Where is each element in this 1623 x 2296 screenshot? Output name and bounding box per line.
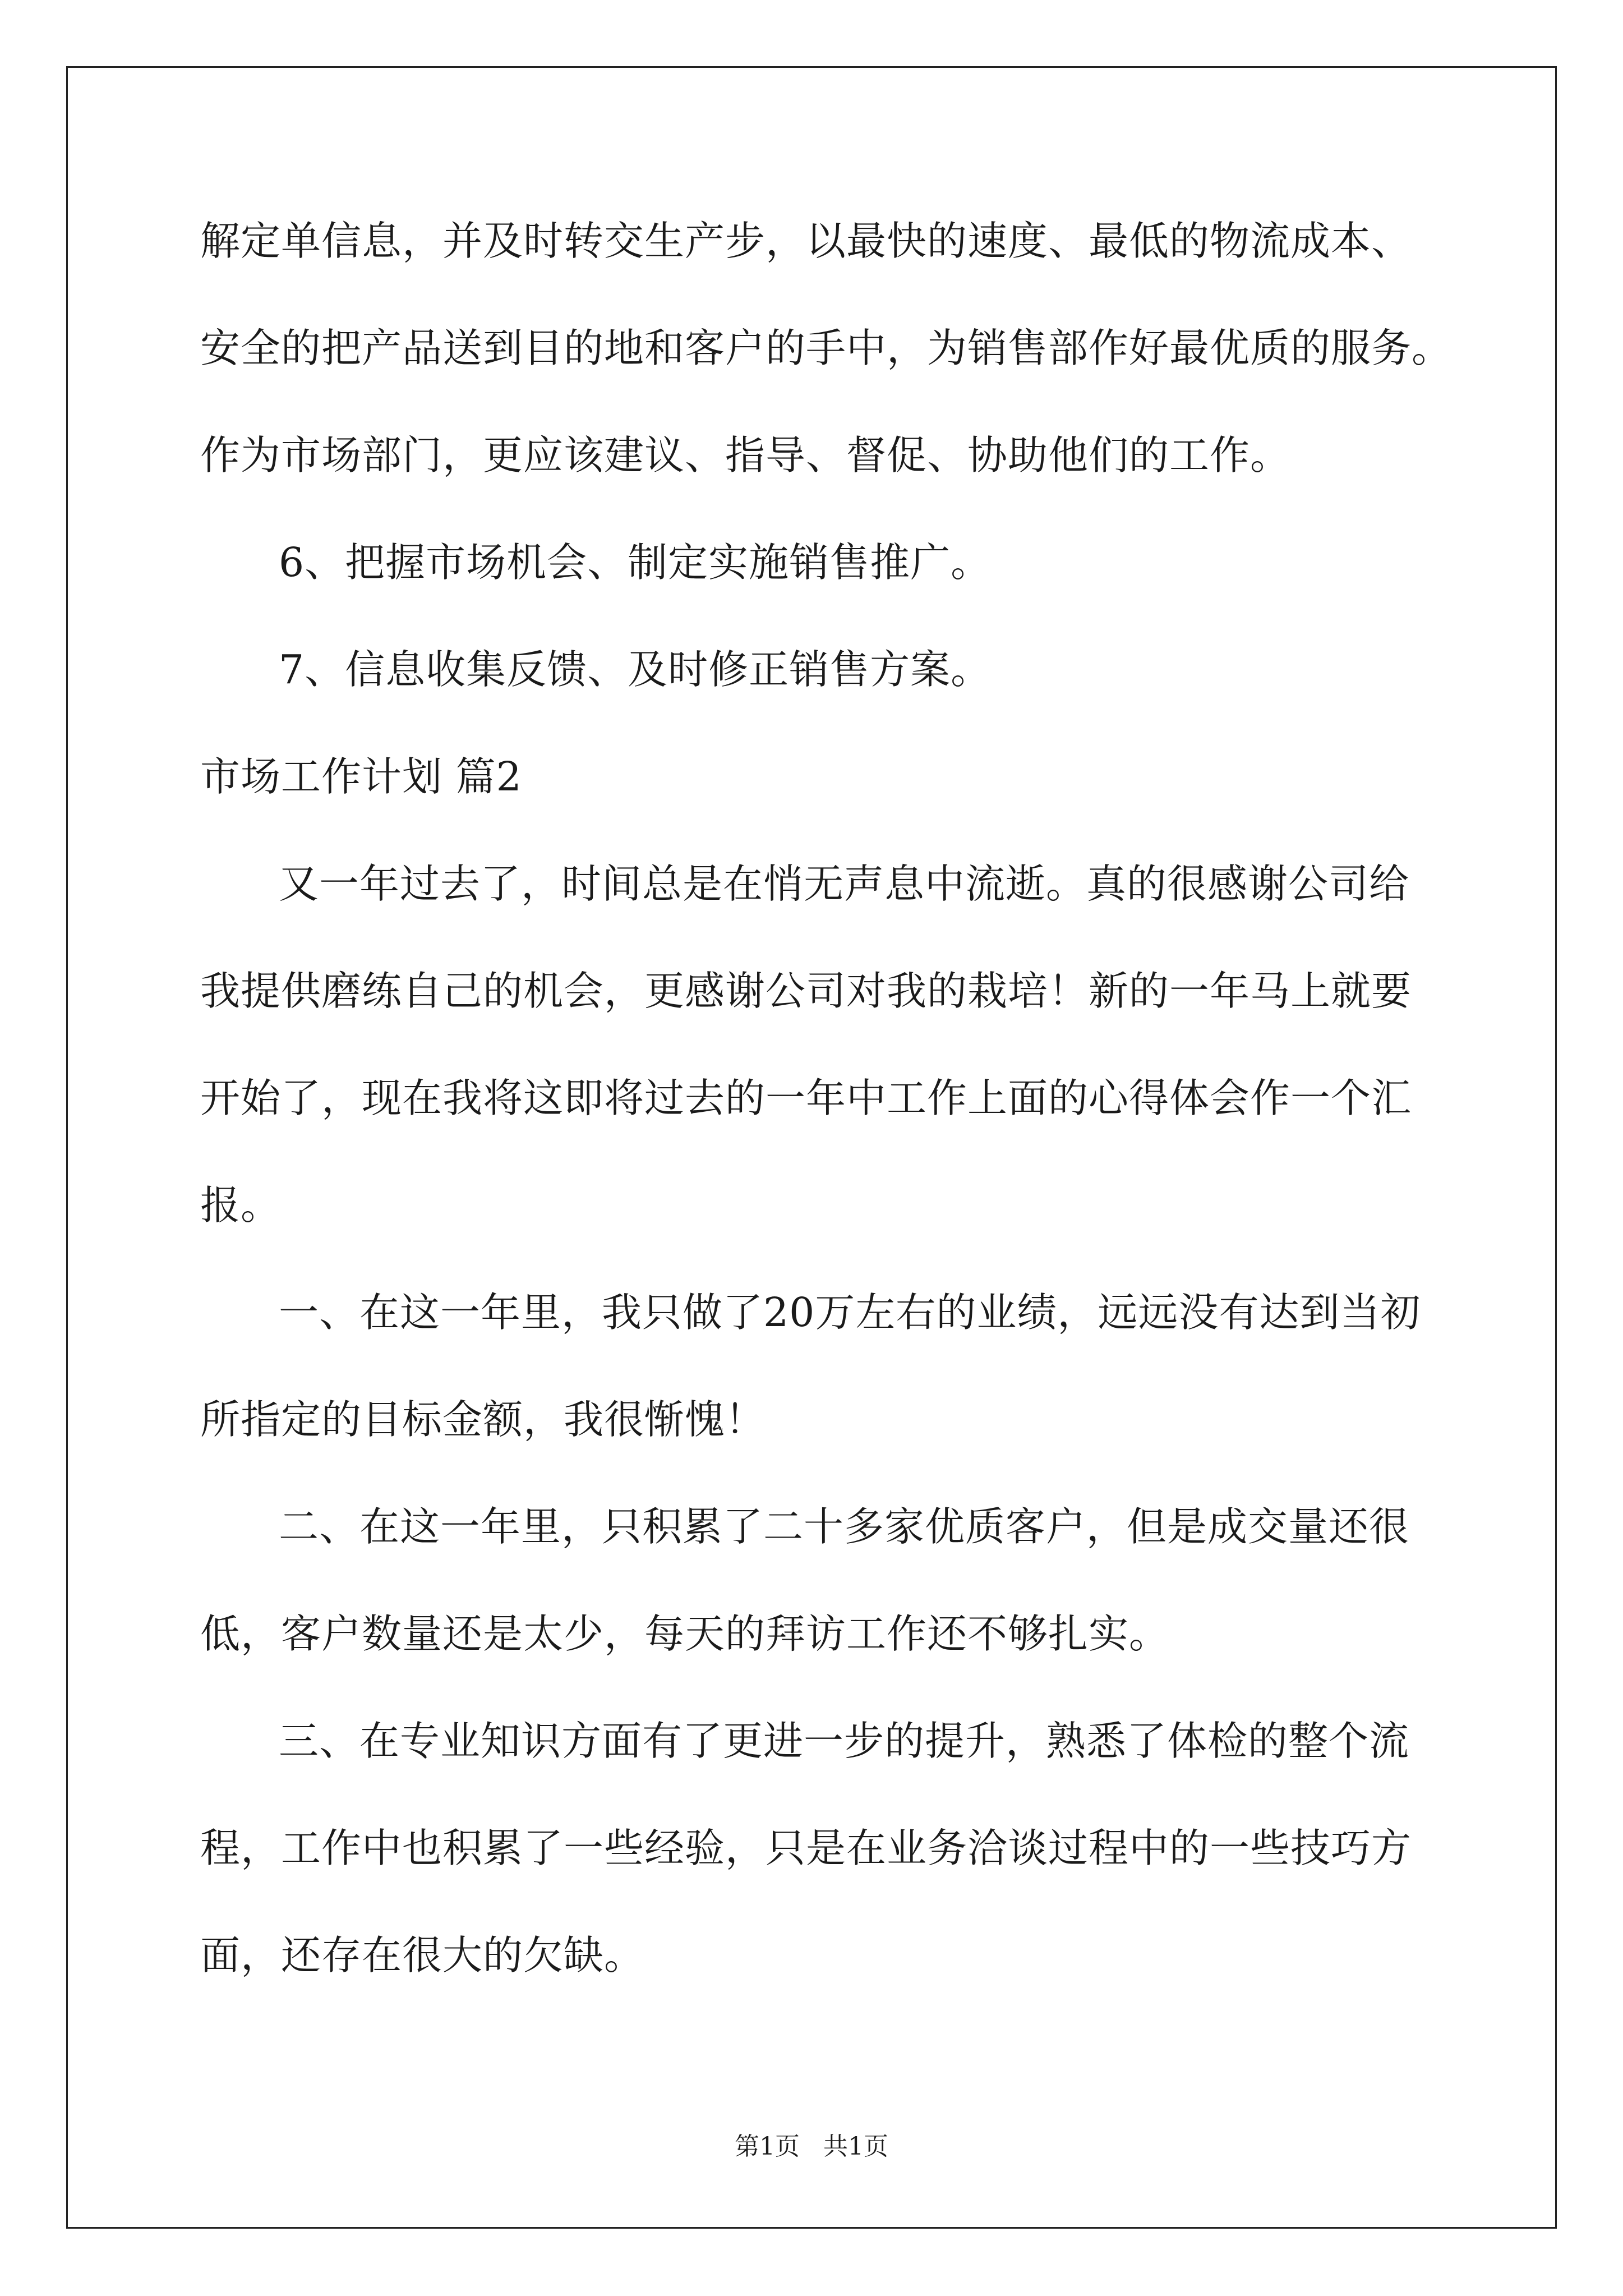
paragraph-line: 低，客户数量还是太少，每天的拜访工作还不够扎实。 [200, 1611, 1170, 1657]
paragraph-line: 开始了，现在我将这即将过去的一年中工作上面的心得体会作一个汇 [200, 1075, 1412, 1121]
paragraph-line: 解定单信息，并及时转交生产步，以最快的速度、最低的物流成本、 [200, 218, 1412, 264]
paragraph-line: 作为市场部门，更应该建议、指导、督促、协助他们的工作。 [200, 432, 1291, 478]
section-heading: 市场工作计划 篇2 [200, 753, 522, 800]
paragraph-line: 程，工作中也积累了一些经验，只是在业务洽谈过程中的一些技巧方 [200, 1825, 1412, 1871]
paragraph-line: 所指定的目标金额，我很惭愧！ [200, 1396, 766, 1443]
paragraph-line: 三、在专业知识方面有了更进一步的提升，熟悉了体检的整个流 [279, 1718, 1410, 1764]
page-footer: 第1页 共1页 [735, 2132, 888, 2161]
list-item: 6、把握市场机会、制定实施销售推广。 [279, 539, 992, 586]
page-border [66, 66, 1557, 2229]
paragraph-line: 我提供磨练自己的机会，更感谢公司对我的栽培！新的一年马上就要 [200, 968, 1412, 1014]
list-item: 7、信息收集反馈、及时修正销售方案。 [279, 646, 992, 693]
paragraph-line: 面，还存在很大的欠缺。 [200, 1932, 645, 1978]
paragraph-line: 二、在这一年里，只积累了二十多家优质客户，但是成交量还很 [279, 1503, 1410, 1550]
paragraph-line: 一、在这一年里，我只做了20万左右的业绩，远远没有达到当初 [279, 1289, 1421, 1336]
paragraph-line: 又一年过去了，时间总是在悄无声息中流逝。真的很感谢公司给 [279, 861, 1410, 907]
paragraph-line: 安全的把产品送到目的地和客户的手中，为销售部作好最优质的服务。 [200, 325, 1453, 371]
paragraph-line: 报。 [200, 1182, 282, 1228]
